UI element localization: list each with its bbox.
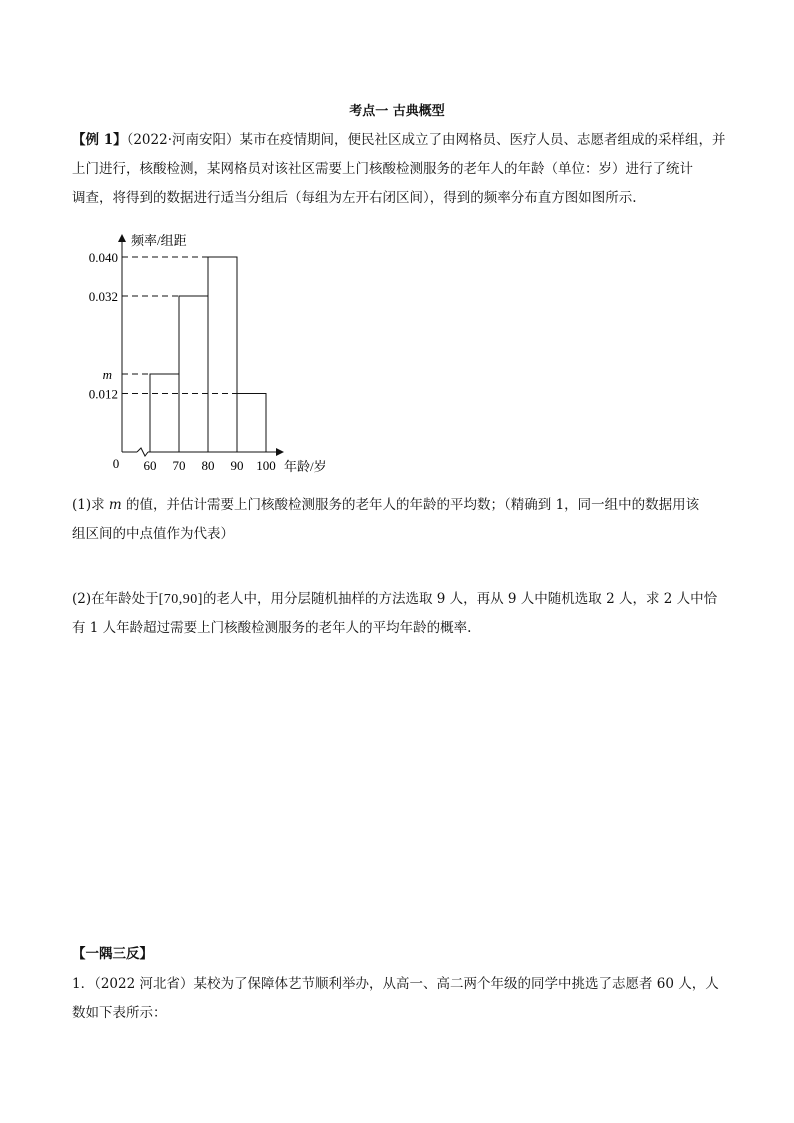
x-tick-label: 60 bbox=[143, 458, 157, 473]
x-tick-labels bbox=[144, 458, 276, 473]
practice-line-2: 数如下表所示： bbox=[72, 1005, 167, 1021]
practice-line-1: 1．（2022 河北省）某校为了保障体艺节顺利举办，从高一、高二两个年级的同学中挑选了志愿者 60 人，人 bbox=[72, 976, 719, 992]
practice-heading: 【一隅三反】 bbox=[72, 946, 153, 962]
y-tick-label: 0.032 bbox=[88, 289, 118, 304]
y-tick-label: 0.012 bbox=[88, 386, 118, 402]
bars bbox=[150, 257, 266, 452]
x-axis-label: 年龄/岁 bbox=[284, 459, 327, 474]
histogram-bar bbox=[150, 374, 179, 452]
example-line-2: 上门进行，核酸检测，某网格员对该社区需要上门核酸检测服务的老年人的年龄（单位：岁）进行了统计 bbox=[72, 161, 693, 177]
y-axis-label: 频率/组距 bbox=[131, 233, 187, 248]
histogram-bar bbox=[237, 394, 266, 453]
frequency-histogram bbox=[80, 228, 380, 478]
question-1 bbox=[72, 491, 732, 549]
y-tick-labels bbox=[89, 250, 118, 402]
x-tick-label: 70 bbox=[172, 458, 186, 473]
guide-lines bbox=[122, 257, 266, 394]
question-2 bbox=[72, 585, 732, 643]
histogram-bar bbox=[208, 257, 237, 452]
interval-70-90: [70,90] bbox=[158, 592, 203, 607]
histogram-bar bbox=[179, 296, 208, 452]
example-line-1: 【例 1】（2022·河南安阳）某市在疫情期间，便民社区成立了由网格员、医疗人员、志愿者组成的采样组，并 bbox=[72, 132, 726, 148]
example-line-3: 调查，将得到的数据进行适当分组后（每组为左开右闭区间），得到的频率分布直方图如图所示. bbox=[72, 190, 637, 206]
x-tick-label: 80 bbox=[201, 458, 215, 473]
section-title: 考点一 古典概型 bbox=[349, 104, 445, 119]
y-tick-label: m bbox=[102, 367, 112, 382]
origin-label: 0 bbox=[112, 456, 120, 471]
x-tick-label: 100 bbox=[256, 458, 276, 473]
question-2-line-1: (2)在年龄处于[70,90]的老人中，用分层随机抽样的方法选取 9 人，再从 9 人中随机选取 2 人，求 2 人中恰 bbox=[72, 591, 718, 607]
example-problem bbox=[72, 126, 732, 213]
practice-problem bbox=[72, 970, 732, 1028]
x-tick-label: 90 bbox=[230, 458, 244, 473]
question-2-line-2: 有 1 人年龄超过需要上门核酸检测服务的老年人的平均年龄的概率. bbox=[72, 620, 472, 636]
question-1-line-1: (1)求 m 的值，并估计需要上门核酸检测服务的老年人的年龄的平均数；（精确到 1，同一组中的数据用该 bbox=[72, 497, 700, 513]
question-1-line-2: 组区间的中点值作为代表） bbox=[72, 526, 234, 542]
y-tick-label: 0.040 bbox=[88, 250, 118, 265]
example-tag: 【例 1】 bbox=[72, 132, 127, 148]
axis-break bbox=[137, 448, 148, 456]
